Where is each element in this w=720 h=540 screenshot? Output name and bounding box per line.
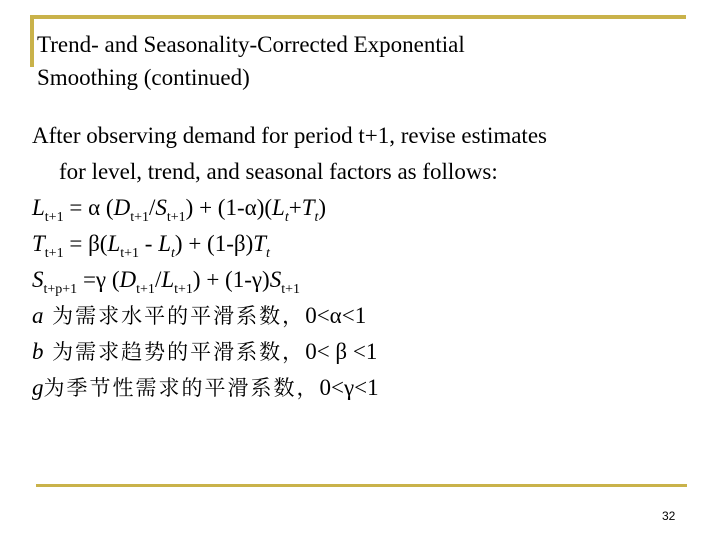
trend-equation: $T_{t+1} = \beta(L_{t+1} - L_t) + (1-\beta)T_t$ xyxy=(32,231,270,261)
title-line-1: Trend- and Seasonality-Corrected Exponential xyxy=(37,32,465,57)
page-number: 32 xyxy=(662,509,676,523)
slide-body xyxy=(32,118,702,406)
beta-note: b 为需求趋势的平滑系数，0< β <1 xyxy=(32,339,378,364)
title-line-2: Smoothing (continued) xyxy=(37,65,250,90)
level-equation: $L_{t+1} = \alpha$ $(D_{t+1}/S_{t+1}) + (1-\alpha)(L_t+T_t)$ xyxy=(32,195,327,225)
seasonal-equation: $S_{t+p+1} =\gamma$ $(D_{t+1}/L_{t+1}) + (1-\gamma)S_{t+1}$ xyxy=(32,267,301,297)
intro-line-2: for level, trend, and seasonal factors as follows: xyxy=(59,159,498,184)
gamma-note: g为季节性需求的平滑系数，0<γ<1 xyxy=(32,375,379,400)
title-left-rule xyxy=(30,15,34,67)
title-top-rule xyxy=(30,15,686,19)
slide-title xyxy=(37,28,677,94)
footer-rule xyxy=(36,484,687,487)
intro-line-1: After observing demand for period t+1, revise estimates xyxy=(32,123,547,148)
alpha-note: a 为需求水平的平滑系数，0<α<1 xyxy=(32,303,367,328)
